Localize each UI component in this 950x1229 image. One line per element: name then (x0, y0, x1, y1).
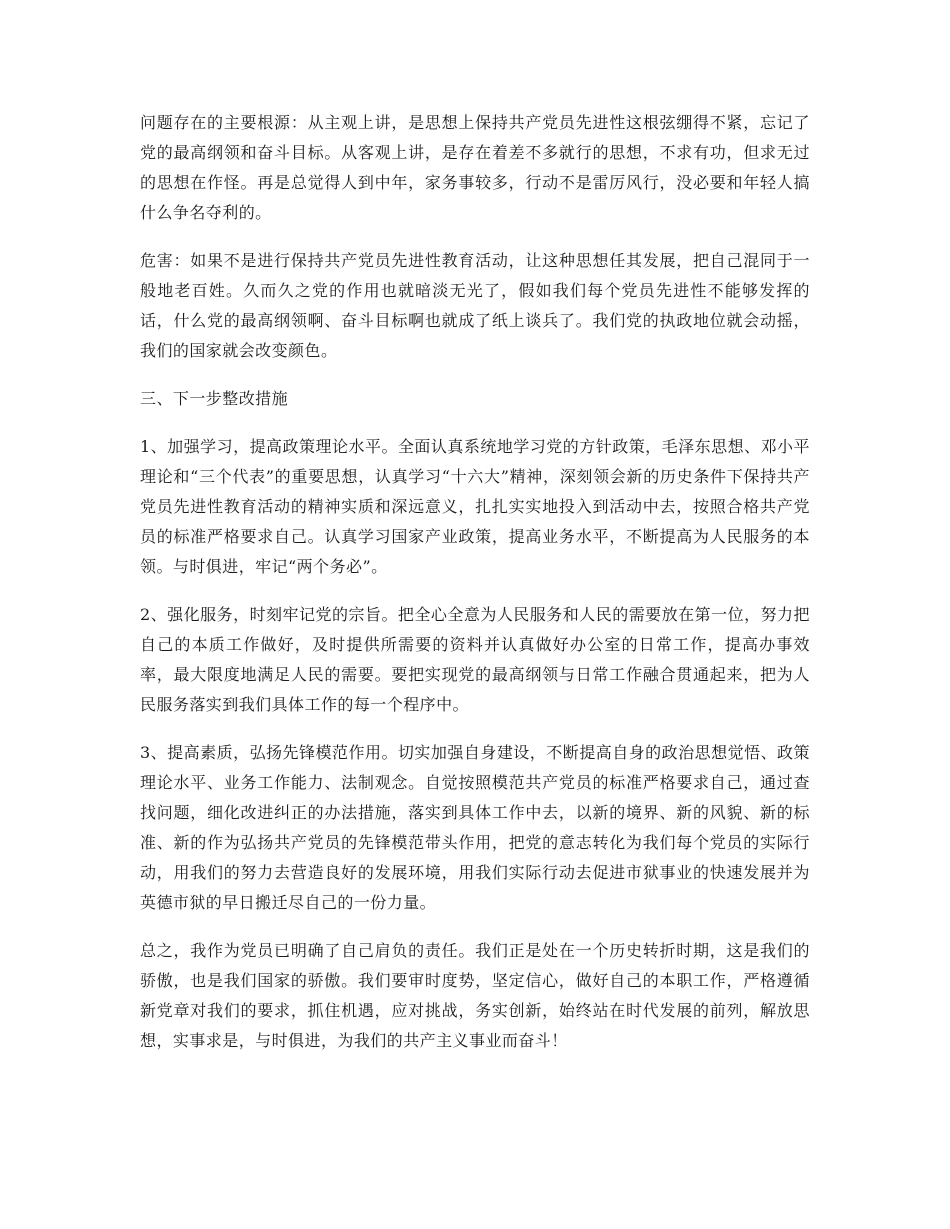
paragraph-measure-1: 1、加强学习，提高政策理论水平。全面认真系统地学习党的方针政策，毛泽东思想、邓小平理论和“三个代表”的重要思想，认真学习“十六大”精神，深刻领会新的历史条件下保持共产党员先进性教育活动的精神实质和深远意义，扎扎实实地投入到活动中去，按照合格共产党员的标准严格要求自己。认真学习国家产业政策，提高业务水平，不断提高为人民服务的本领。与时俱进，牢记“两个务必”。 (140, 437, 810, 576)
paragraph-harm: 危害：如果不是进行保持共产党员先进性教育活动，让这种思想任其发展，把自己混同于一般地老百姓。久而久之党的作用也就暗淡无光了，假如我们每个党员先进性不能够发挥的话，什么党的最高纲领啊、奋斗目标啊也就成了纸上谈兵了。我们党的执政地位就会动摇，我们的国家就会改变颜色。 (140, 251, 810, 360)
paragraph-measure-3: 3、提高素质，弘扬先锋模范作用。切实加强自身建设，不断提高自身的政治思想觉悟、政策理论水平、业务工作能力、法制观念。自觉按照模范共产党员的标准严格要求自己，通过查找问题，细化改进纠正的办法措施，落实到具体工作中去，以新的境界、新的风貌、新的标准、新的作为弘扬共产党员的先锋模范带头作用，把党的意志转化为我们每个党员的实际行动，用我们的努力去营造良好的发展环境，用我们实际行动去促进市狱事业的快速发展并为英德市狱的早日搬迁尽自己的一份力量。 (140, 743, 810, 912)
paragraph-conclusion: 总之，我作为党员已明确了自己肩负的责任。我们正是处在一个历史转折时期，这是我们的骄傲，也是我们国家的骄傲。我们要审时度势，坚定信心，做好自己的本职工作，严格遵循新党章对我们的要求，抓住机遇，应对挑战，务实创新，始终站在时代发展的前列，解放思想，实事求是，与时俱进，为我们的共产主义事业而奋斗！ (140, 941, 810, 1050)
section-heading-next-steps: 三、下一步整改措施 (140, 389, 289, 408)
paragraph-measure-2: 2、强化服务，时刻牢记党的宗旨。把全心全意为人民服务和人民的需要放在第一位，努力把自己的本质工作做好，及时提供所需要的资料并认真做好办公室的日常工作，提高办事效率，最大限度地满足人民的需要。要把实现党的最高纲领与日常工作融合贯通起来，把为人民服务落实到我们具体工作的每一个程序中。 (140, 605, 810, 714)
document-page (140, 108, 810, 1074)
paragraph-root-cause: 问题存在的主要根源：从主观上讲，是思想上保持共产党员先进性这根弦绷得不紧，忘记了党的最高纲领和奋斗目标。从客观上讲，是存在着差不多就行的思想，不求有功，但求无过的思想在作怪。再是总觉得人到中年，家务事较多，行动不是雷厉风行，没必要和年轻人搞什么争名夺利的。 (140, 113, 810, 222)
